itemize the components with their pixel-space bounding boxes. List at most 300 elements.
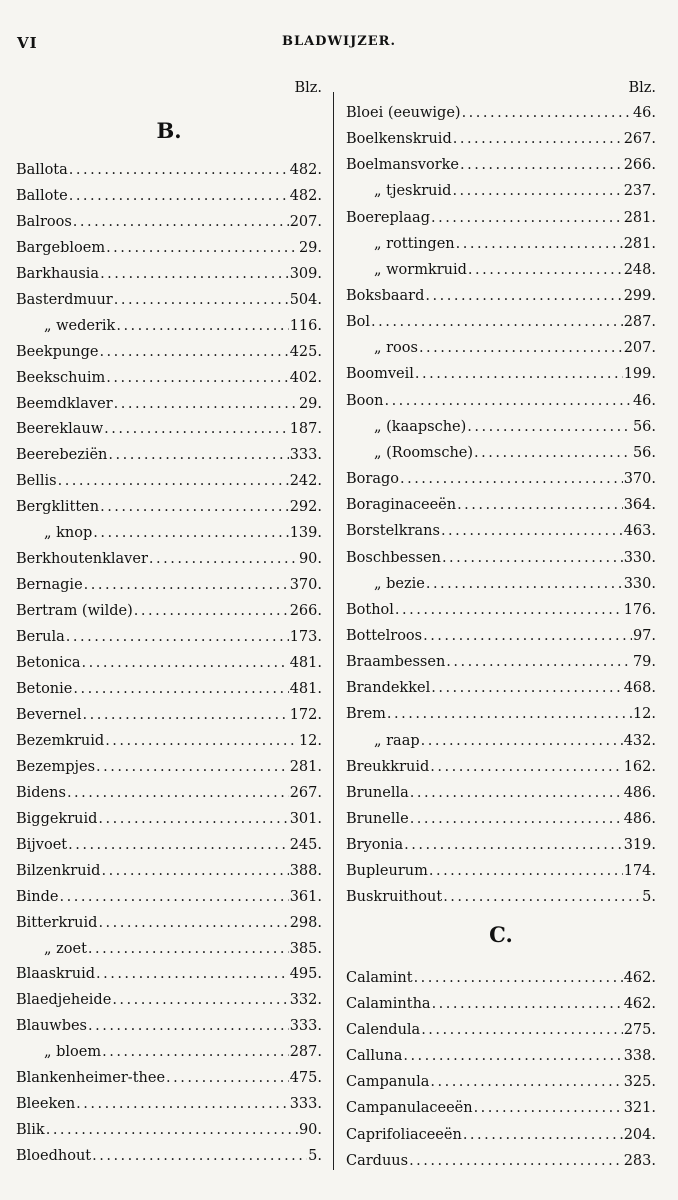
- entry-term: „ raap: [374, 733, 420, 749]
- entry-term: Berkhoutenklaver: [16, 551, 148, 567]
- dot-leader: [426, 574, 623, 594]
- dot-leader: [468, 260, 623, 280]
- dot-leader: [430, 1072, 622, 1092]
- index-entry: [346, 887, 656, 907]
- index-entry: [16, 316, 322, 336]
- entry-term: Bothol: [346, 602, 394, 618]
- dot-leader: [457, 495, 623, 515]
- dot-leader: [102, 1042, 289, 1062]
- index-entry: [346, 783, 656, 803]
- entry-term: Bleeken: [16, 1096, 76, 1112]
- entry-term: Basterdmuur: [16, 292, 113, 308]
- index-entry: [16, 342, 322, 362]
- entry-term: Boraginaceeën: [346, 497, 457, 513]
- entry-term: Bupleurum: [346, 863, 428, 879]
- entry-term: „ wormkruid: [374, 262, 467, 278]
- index-entry: [346, 994, 656, 1014]
- entry-term: „ knop: [44, 525, 93, 541]
- entry-term: Bloedhout: [16, 1148, 92, 1164]
- entry-page-number: 287.: [623, 314, 656, 330]
- entry-page-number: 321.: [623, 1100, 656, 1116]
- index-entry: [346, 548, 656, 568]
- dot-leader: [387, 704, 632, 724]
- index-entry: [346, 626, 656, 646]
- index-entry: [16, 368, 322, 388]
- entry-term: Bernagie: [16, 577, 83, 593]
- dot-leader: [76, 1094, 289, 1114]
- index-entry: [16, 783, 322, 803]
- entry-page-number: 482.: [289, 188, 322, 204]
- dot-leader: [456, 234, 623, 254]
- dot-leader: [371, 312, 623, 332]
- index-entry: [16, 705, 322, 725]
- entry-term: Barkhausia: [16, 266, 100, 282]
- entry-term: Bottelroos: [346, 628, 423, 644]
- dot-leader: [421, 731, 623, 751]
- entry-term: Ballote: [16, 188, 68, 204]
- index-entry: [16, 601, 322, 621]
- column-divider: [333, 92, 334, 1170]
- entry-page-number: 162.: [623, 759, 656, 775]
- entry-page-number: 267.: [289, 785, 322, 801]
- entry-term: Blik: [16, 1122, 45, 1138]
- dot-leader: [134, 601, 289, 621]
- dot-leader: [441, 521, 623, 541]
- index-entry: [346, 1046, 656, 1066]
- entry-term: Bilzenkruid: [16, 863, 101, 879]
- running-title: BLADWIJZER.: [281, 34, 397, 49]
- entry-term: Borago: [346, 471, 399, 487]
- index-entry: [16, 1068, 322, 1088]
- entry-term: Calluna: [346, 1048, 403, 1064]
- index-entry: [16, 964, 322, 984]
- entry-page-number: 245.: [289, 837, 322, 853]
- page-number: VI: [17, 34, 38, 52]
- entry-page-number: 172.: [289, 707, 322, 723]
- entry-page-number: 287.: [289, 1044, 322, 1060]
- index-entry: [346, 1125, 656, 1145]
- index-entry: [346, 678, 656, 698]
- index-entry: [346, 809, 656, 829]
- entry-term: Buskruithout: [346, 889, 443, 905]
- entry-page-number: 5.: [308, 1148, 322, 1164]
- entry-page-number: 462.: [623, 996, 656, 1012]
- entry-term: Betonie: [16, 681, 73, 697]
- entry-page-number: 475.: [289, 1070, 322, 1086]
- entry-term: Boomveil: [346, 366, 414, 382]
- index-entry: [16, 627, 322, 647]
- index-entry: [16, 1016, 322, 1036]
- entry-page-number: 402.: [289, 370, 322, 386]
- entry-term: Calamint: [346, 970, 413, 986]
- entry-term: Bergklitten: [16, 499, 100, 515]
- index-entry: [346, 1151, 656, 1171]
- index-entry: [346, 731, 656, 751]
- entry-page-number: 281.: [623, 236, 656, 252]
- index-entry: [16, 160, 322, 180]
- entry-page-number: 462.: [623, 970, 656, 986]
- entry-term: Bezemkruid: [16, 733, 105, 749]
- dot-leader: [46, 1120, 298, 1140]
- entry-term: „ (kaapsche): [374, 419, 467, 435]
- entry-page-number: 361.: [289, 889, 322, 905]
- dot-leader: [425, 286, 622, 306]
- dot-leader: [73, 679, 288, 699]
- entry-term: Borstelkrans: [346, 523, 440, 539]
- entry-term: Bijvoet: [16, 837, 68, 853]
- entry-page-number: 325.: [623, 1074, 656, 1090]
- entry-term: Boon: [346, 393, 384, 409]
- index-entry: [346, 181, 656, 201]
- entry-term: Calendula: [346, 1022, 421, 1038]
- dot-leader: [463, 1125, 623, 1145]
- entry-term: Betonica: [16, 655, 81, 671]
- dot-leader: [84, 575, 289, 595]
- entry-term: Boelmansvorke: [346, 157, 459, 173]
- dot-leader: [474, 443, 632, 463]
- entry-term: Bol: [346, 314, 371, 330]
- entry-term: Blaaskruid: [16, 966, 95, 982]
- index-entry: [346, 1072, 656, 1092]
- index-entry: [346, 861, 656, 881]
- entry-page-number: 281.: [289, 759, 322, 775]
- dot-leader: [429, 861, 623, 881]
- entry-page-number: 29.: [298, 396, 322, 412]
- index-entry: [16, 186, 322, 206]
- entry-term: Bitterkruid: [16, 915, 98, 931]
- dot-leader: [384, 391, 631, 411]
- index-entry: [346, 521, 656, 541]
- dot-leader: [432, 994, 623, 1014]
- dot-leader: [443, 887, 641, 907]
- entry-page-number: 187.: [289, 421, 322, 437]
- dot-leader: [108, 445, 288, 465]
- index-entry: [16, 238, 322, 258]
- entry-term: Bidens: [16, 785, 66, 801]
- entry-term: „ roos: [374, 340, 418, 356]
- entry-term: Blankenheimer-thee: [16, 1070, 166, 1086]
- entry-term: Berula: [16, 629, 65, 645]
- entry-term: Bryonia: [346, 837, 404, 853]
- entry-term: Carduus: [346, 1153, 409, 1169]
- entry-term: „ wederik: [44, 318, 116, 334]
- entry-term: „ rottingen: [374, 236, 455, 252]
- entry-page-number: 370.: [623, 471, 656, 487]
- entry-page-number: 432.: [623, 733, 656, 749]
- index-entry: [16, 1094, 322, 1114]
- index-entry: [346, 757, 656, 777]
- dot-leader: [442, 548, 623, 568]
- dot-leader: [93, 523, 288, 543]
- dot-leader: [100, 264, 289, 284]
- index-entry: [346, 1098, 656, 1118]
- entry-page-number: 12.: [632, 706, 656, 722]
- entry-page-number: 56.: [632, 419, 656, 435]
- entry-term: Beekpunge: [16, 344, 99, 360]
- dot-leader: [431, 208, 623, 228]
- entry-page-number: 199.: [623, 366, 656, 382]
- dot-leader: [414, 968, 623, 988]
- index-entry: [346, 286, 656, 306]
- index-entry: [346, 260, 656, 280]
- dot-leader: [96, 964, 289, 984]
- dot-leader: [452, 181, 622, 201]
- index-entry: [346, 469, 656, 489]
- dot-leader: [88, 1016, 289, 1036]
- entry-page-number: 319.: [623, 837, 656, 853]
- entry-page-number: 385.: [289, 941, 322, 957]
- index-entry: [346, 443, 656, 463]
- entry-page-number: 468.: [623, 680, 656, 696]
- dot-leader: [66, 627, 289, 647]
- dot-leader: [149, 549, 298, 569]
- index-entry: [346, 312, 656, 332]
- running-header: [0, 30, 678, 54]
- dot-leader: [69, 160, 289, 180]
- entry-page-number: 283.: [623, 1153, 656, 1169]
- entry-term: Beereklauw: [16, 421, 104, 437]
- index-entry: [16, 523, 322, 543]
- entry-page-number: 266.: [289, 603, 322, 619]
- entry-term: Braambessen: [346, 654, 446, 670]
- index-entry: [16, 549, 322, 569]
- entry-page-number: 481.: [289, 655, 322, 671]
- dot-leader: [92, 1146, 307, 1166]
- index-entry: [16, 990, 322, 1010]
- entry-page-number: 292.: [289, 499, 322, 515]
- dot-leader: [410, 809, 623, 829]
- section-letter: B.: [156, 118, 182, 143]
- index-entry: [16, 653, 322, 673]
- entry-term: Blauwbes: [16, 1018, 87, 1034]
- entry-page-number: 56.: [632, 445, 656, 461]
- index-entry: [16, 1146, 322, 1166]
- entry-term: Bargebloem: [16, 240, 106, 256]
- entry-page-number: 275.: [623, 1022, 656, 1038]
- entry-term: Biggekruid: [16, 811, 98, 827]
- entry-term: Beemdklaver: [16, 396, 113, 412]
- entry-page-number: 267.: [623, 131, 656, 147]
- index-entry: [346, 103, 656, 123]
- entry-page-number: 481.: [289, 681, 322, 697]
- entry-term: Binde: [16, 889, 59, 905]
- index-entry: [16, 913, 322, 933]
- entry-page-number: 139.: [289, 525, 322, 541]
- entry-term: „ tjeskruid: [374, 183, 452, 199]
- dot-leader: [96, 757, 289, 777]
- entry-page-number: 5.: [642, 889, 656, 905]
- entry-term: Caprifoliaceeën: [346, 1127, 462, 1143]
- entry-page-number: 463.: [623, 523, 656, 539]
- dot-leader: [415, 364, 623, 384]
- entry-page-number: 90.: [298, 551, 322, 567]
- entry-term: Brunella: [346, 785, 409, 801]
- index-entry: [346, 338, 656, 358]
- entry-page-number: 332.: [289, 992, 322, 1008]
- index-entry: [346, 600, 656, 620]
- index-entry: [16, 497, 322, 517]
- index-entry: [16, 212, 322, 232]
- entry-page-number: 338.: [623, 1048, 656, 1064]
- dot-leader: [100, 497, 289, 517]
- dot-leader: [67, 783, 289, 803]
- index-entry: [16, 835, 322, 855]
- dot-leader: [400, 469, 623, 489]
- index-entry: [346, 574, 656, 594]
- dot-leader: [446, 652, 632, 672]
- dot-leader: [116, 316, 288, 336]
- entry-page-number: 486.: [623, 785, 656, 801]
- entry-term: Campanula: [346, 1074, 430, 1090]
- section-letter: C.: [489, 921, 513, 947]
- entry-term: „ zoet: [44, 941, 87, 957]
- dot-leader: [460, 155, 623, 175]
- dot-leader: [58, 471, 289, 491]
- entry-page-number: 495.: [289, 966, 322, 982]
- dot-leader: [474, 1098, 623, 1118]
- entry-term: Blaedjeheide: [16, 992, 112, 1008]
- dot-leader: [112, 990, 288, 1010]
- entry-term: Balroos: [16, 214, 72, 230]
- index-entry: [346, 208, 656, 228]
- dot-leader: [166, 1068, 289, 1088]
- entry-page-number: 207.: [289, 214, 322, 230]
- entry-page-number: 370.: [289, 577, 322, 593]
- index-entry: [346, 391, 656, 411]
- index-entry: [346, 364, 656, 384]
- index-entry: [346, 652, 656, 672]
- entry-page-number: 46.: [632, 393, 656, 409]
- index-entry: [346, 835, 656, 855]
- entry-page-number: 482.: [289, 162, 322, 178]
- entry-term: Bloei (eeuwige): [346, 105, 461, 121]
- entry-term: Brandekkel: [346, 680, 431, 696]
- entry-page-number: 388.: [289, 863, 322, 879]
- dot-leader: [453, 129, 623, 149]
- index-entry: [16, 575, 322, 595]
- dot-leader: [105, 731, 298, 751]
- entry-term: Campanulaceeën: [346, 1100, 473, 1116]
- dot-leader: [404, 835, 623, 855]
- dot-leader: [423, 626, 632, 646]
- index-entry: [16, 887, 322, 907]
- entry-term: Boereplaag: [346, 210, 430, 226]
- index-entry: [346, 704, 656, 724]
- entry-page-number: 173.: [289, 629, 322, 645]
- entry-page-number: 299.: [623, 288, 656, 304]
- entry-page-number: 29.: [298, 240, 322, 256]
- dot-leader: [98, 809, 288, 829]
- entry-page-number: 281.: [623, 210, 656, 226]
- index-entry: [346, 1020, 656, 1040]
- entry-page-number: 298.: [289, 915, 322, 931]
- entry-page-number: 486.: [623, 811, 656, 827]
- entry-page-number: 46.: [632, 105, 656, 121]
- entry-page-number: 504.: [289, 292, 322, 308]
- index-entry: [346, 495, 656, 515]
- entry-page-number: 79.: [632, 654, 656, 670]
- index-entry: [16, 1042, 322, 1062]
- entry-page-number: 309.: [289, 266, 322, 282]
- entry-term: Bezempjes: [16, 759, 96, 775]
- index-entry: [16, 939, 322, 959]
- entry-page-number: 207.: [623, 340, 656, 356]
- entry-term: Boksbaard: [346, 288, 425, 304]
- dot-leader: [462, 103, 632, 123]
- entry-term: Brunelle: [346, 811, 409, 827]
- entry-term: „ bezie: [374, 576, 425, 592]
- index-entry: [16, 445, 322, 465]
- entry-page-number: 333.: [289, 447, 322, 463]
- index-entry: [16, 264, 322, 284]
- dot-leader: [421, 1020, 623, 1040]
- entry-term: „ bloem: [44, 1044, 102, 1060]
- entry-page-number: 248.: [623, 262, 656, 278]
- blz-header: Blz.: [628, 80, 656, 96]
- index-entry: [16, 290, 322, 310]
- index-entry: [346, 968, 656, 988]
- entry-term: Boschbessen: [346, 550, 441, 566]
- index-entry: [16, 471, 322, 491]
- entry-page-number: 176.: [623, 602, 656, 618]
- index-entry: [346, 234, 656, 254]
- blz-header: Blz.: [294, 80, 322, 96]
- entry-term: Bertram (wilde): [16, 603, 133, 619]
- entry-page-number: 97.: [632, 628, 656, 644]
- index-entry: [16, 419, 322, 439]
- entry-term: Boelkenskruid: [346, 131, 452, 147]
- entry-page-number: 242.: [289, 473, 322, 489]
- entry-page-number: 266.: [623, 157, 656, 173]
- index-entry: [16, 757, 322, 777]
- dot-leader: [395, 600, 623, 620]
- dot-leader: [83, 705, 289, 725]
- dot-leader: [410, 783, 623, 803]
- index-entry: [16, 861, 322, 881]
- entry-page-number: 12.: [298, 733, 322, 749]
- index-entry: [16, 679, 322, 699]
- dot-leader: [98, 913, 288, 933]
- index-entry: [16, 394, 322, 414]
- dot-leader: [82, 653, 289, 673]
- entry-page-number: 237.: [623, 183, 656, 199]
- dot-leader: [68, 835, 289, 855]
- index-entry: [16, 809, 322, 829]
- entry-term: „ (Roomsche): [374, 445, 474, 461]
- entry-page-number: 364.: [623, 497, 656, 513]
- dot-leader: [114, 394, 298, 414]
- entry-term: Bellis: [16, 473, 57, 489]
- entry-term: Ballota: [16, 162, 68, 178]
- dot-leader: [467, 417, 632, 437]
- index-entry: [346, 155, 656, 175]
- entry-page-number: 333.: [289, 1096, 322, 1112]
- entry-page-number: 330.: [623, 550, 656, 566]
- dot-leader: [419, 338, 623, 358]
- dot-leader: [99, 342, 288, 362]
- entry-term: Beekschuim: [16, 370, 106, 386]
- entry-term: Breukkruid: [346, 759, 430, 775]
- dot-leader: [114, 290, 289, 310]
- dot-leader: [73, 212, 289, 232]
- entry-page-number: 425.: [289, 344, 322, 360]
- entry-term: Brem: [346, 706, 386, 722]
- index-entry: [346, 417, 656, 437]
- entry-term: Calamintha: [346, 996, 431, 1012]
- entry-page-number: 333.: [289, 1018, 322, 1034]
- dot-leader: [101, 861, 288, 881]
- dot-leader: [104, 419, 289, 439]
